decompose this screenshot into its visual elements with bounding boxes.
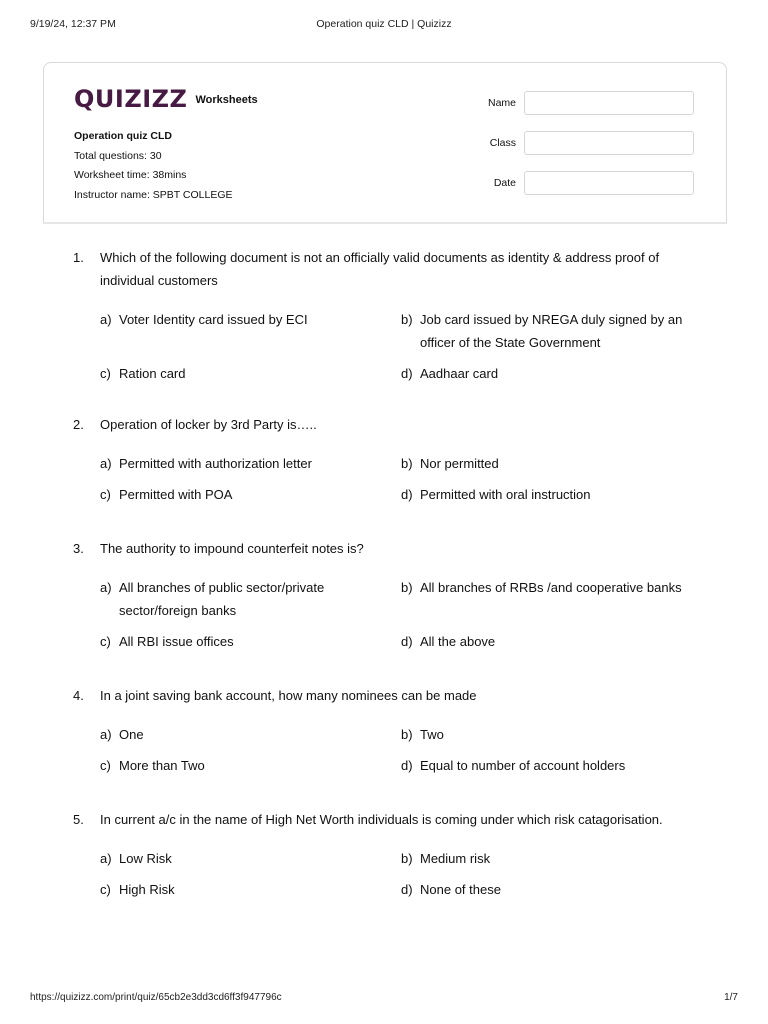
option-letter: b) <box>401 727 413 742</box>
option-b <box>401 723 711 746</box>
option-text: All the above <box>420 634 496 649</box>
option-letter: b) <box>401 580 413 595</box>
options <box>73 723 713 777</box>
page-number: 1/7 <box>724 992 738 1003</box>
option-a <box>100 576 401 622</box>
option-letter: c) <box>100 882 111 897</box>
option-text: All RBI issue offices <box>119 634 234 649</box>
option-text: Permitted with oral instruction <box>420 487 591 502</box>
question-1 <box>73 246 713 385</box>
option-text: None of these <box>420 882 501 897</box>
date-field-row <box>484 171 694 195</box>
quiz-title: Operation quiz CLD <box>74 130 172 142</box>
question-number: 2. <box>73 417 84 432</box>
option-c <box>100 630 401 653</box>
option-c <box>100 483 401 506</box>
option-text: Nor permitted <box>420 456 499 471</box>
name-label: Name <box>487 97 516 109</box>
option-b <box>401 576 711 622</box>
question-5 <box>73 808 713 901</box>
option-d <box>401 630 711 653</box>
brand-subtitle: Worksheets <box>195 94 258 106</box>
print-footer <box>30 992 738 1006</box>
instructor-name: Instructor name: SPBT COLLEGE <box>74 188 233 201</box>
name-field-row <box>484 91 694 115</box>
quiz-meta <box>74 127 233 205</box>
student-fields <box>484 91 694 211</box>
option-text: Voter Identity card issued by ECI <box>119 312 308 327</box>
option-b <box>401 847 711 870</box>
question-text: Operation of locker by 3rd Party is….. <box>100 417 317 432</box>
options <box>73 308 713 385</box>
class-label: Class <box>489 137 516 149</box>
option-text: One <box>119 727 144 742</box>
option-text: High Risk <box>119 882 175 897</box>
option-letter: b) <box>401 851 413 866</box>
option-text: Permitted with POA <box>119 487 233 502</box>
option-letter: c) <box>100 758 111 773</box>
option-a <box>100 452 401 475</box>
worksheet-header-card <box>43 62 727 224</box>
option-text: Low Risk <box>119 851 172 866</box>
question-list <box>73 246 713 901</box>
option-letter: a) <box>100 851 112 866</box>
print-datetime: 9/19/24, 12:37 PM <box>30 18 116 30</box>
date-label: Date <box>493 177 516 189</box>
option-letter: a) <box>100 727 112 742</box>
print-url: https://quizizz.com/print/quiz/65cb2e3dd3cd6ff3f947796c <box>30 992 282 1003</box>
option-d <box>401 878 711 901</box>
question-number: 3. <box>73 541 84 556</box>
option-letter: a) <box>100 456 112 471</box>
option-c <box>100 878 401 901</box>
options <box>73 847 713 901</box>
class-field-row <box>484 131 694 155</box>
question-number: 1. <box>73 250 84 265</box>
question-number: 5. <box>73 812 84 827</box>
option-text: Two <box>420 727 444 742</box>
date-field[interactable] <box>524 171 694 195</box>
option-d <box>401 362 711 385</box>
question-text: In current a/c in the name of High Net Worth individuals is coming under which risk catagorisation. <box>100 812 663 827</box>
question-4 <box>73 684 713 777</box>
worksheet-time: Worksheet time: 38mins <box>74 169 187 181</box>
question-2 <box>73 413 713 506</box>
option-a <box>100 723 401 746</box>
option-letter: c) <box>100 366 111 381</box>
option-a <box>100 847 401 870</box>
header-divider <box>43 222 727 224</box>
option-c <box>100 754 401 777</box>
question-number: 4. <box>73 688 84 703</box>
print-page-title: Operation quiz CLD | Quizizz <box>316 18 452 30</box>
option-letter: c) <box>100 487 111 502</box>
option-letter: a) <box>100 580 112 595</box>
options <box>73 452 713 506</box>
brand <box>74 85 258 113</box>
option-text: Job card issued by NREGA duly signed by an officer of the State Government <box>420 312 683 350</box>
question-text: The authority to impound counterfeit notes is? <box>100 541 364 556</box>
question-text: In a joint saving bank account, how many nominees can be made <box>100 688 477 703</box>
option-text: Permitted with authorization letter <box>119 456 312 471</box>
print-header <box>30 18 738 34</box>
option-text: All branches of RRBs /and cooperative banks <box>420 580 682 595</box>
option-b <box>401 308 711 354</box>
option-letter: b) <box>401 456 413 471</box>
question-3 <box>73 537 713 653</box>
option-letter: d) <box>401 634 413 649</box>
option-letter: c) <box>100 634 111 649</box>
option-text: Aadhaar card <box>420 366 499 381</box>
quizizz-logo: QUIZIZZ <box>74 85 188 113</box>
option-text: Ration card <box>119 366 186 381</box>
option-letter: d) <box>401 758 413 773</box>
option-letter: b) <box>401 312 413 327</box>
option-d <box>401 754 711 777</box>
option-letter: d) <box>401 882 413 897</box>
option-letter: d) <box>401 487 413 502</box>
option-letter: a) <box>100 312 112 327</box>
option-b <box>401 452 711 475</box>
name-field[interactable] <box>524 91 694 115</box>
option-letter: d) <box>401 366 413 381</box>
option-d <box>401 483 711 506</box>
option-text: Equal to number of account holders <box>420 758 626 773</box>
option-text: Medium risk <box>420 851 491 866</box>
option-text: All branches of public sector/private sector/foreign banks <box>119 580 325 618</box>
option-a <box>100 308 401 354</box>
option-c <box>100 362 401 385</box>
option-text: More than Two <box>119 758 205 773</box>
total-questions: Total questions: 30 <box>74 149 162 162</box>
class-field[interactable] <box>524 131 694 155</box>
options <box>73 576 713 653</box>
question-text: Which of the following document is not an officially valid documents as identity & address proof of individual customers <box>100 250 660 288</box>
